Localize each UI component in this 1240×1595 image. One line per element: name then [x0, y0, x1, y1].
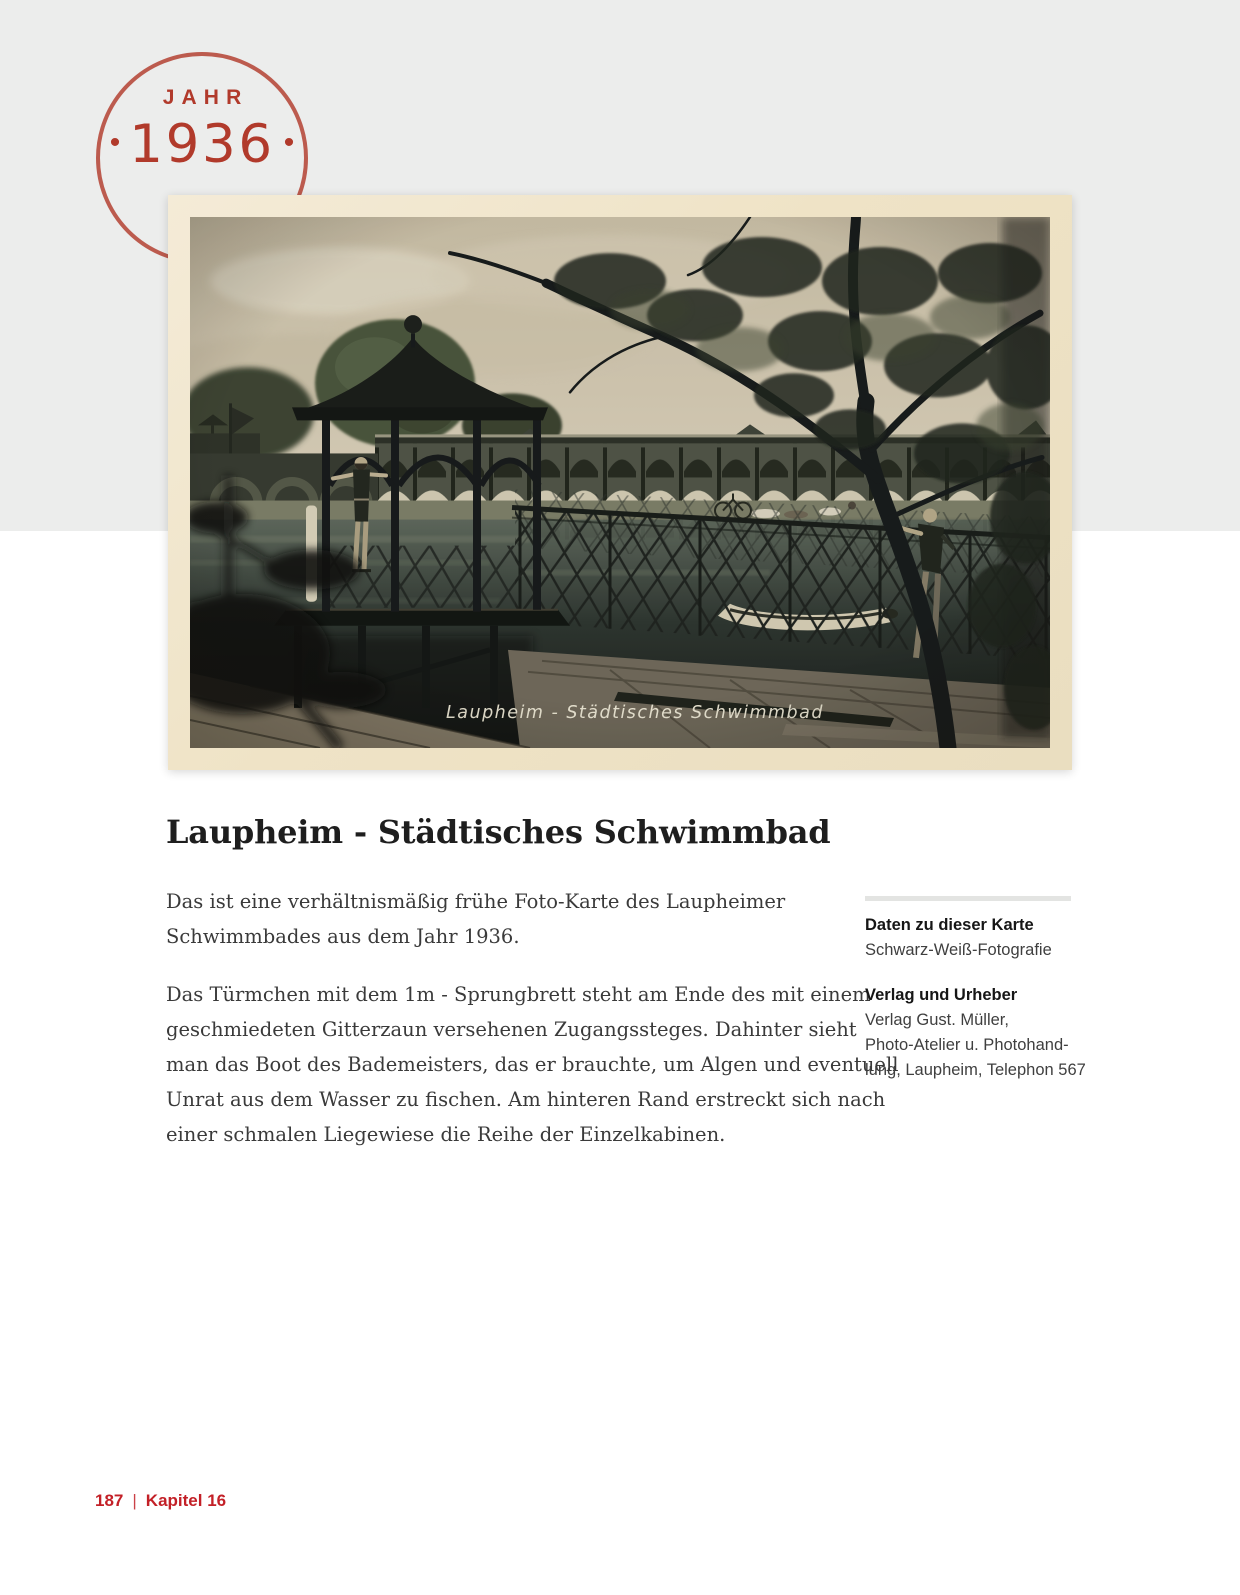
badge-year: [109, 114, 295, 175]
sidebar-rule: [865, 896, 1071, 901]
page-title: Laupheim - Städtisches Schwimmbad: [166, 813, 831, 851]
postcard: [168, 195, 1072, 770]
sidebar-block-text: Verlag Gust. Müller, Photo-Atelier u. Photohand- lung, Laupheim, Telephon 567: [865, 1011, 1086, 1079]
sidebar: [865, 896, 1086, 1083]
sidebar-block-text: Schwarz-Weiß-Fotografie: [865, 941, 1052, 959]
page-number: 187: [95, 1491, 124, 1510]
paragraph-2: Das Türmchen mit dem 1m - Sprungbrett steht am Ende des mit einem geschmiedeten Gitterzaun versehenen Zugangssteges. Dahinter sieht man das Boot des Bademeisters, das er brauchte, um Algen und eventuell Unrat aus dem Wasser zu fischen. Am hinteren Rand erstreckt sich nach einer schmalen Liegewiese die Reihe der Einzelkabinen.: [166, 983, 899, 1146]
sidebar-block-publisher: [865, 983, 1086, 1083]
footer-separator: |: [132, 1491, 137, 1510]
badge-label: JAHR: [162, 86, 249, 109]
sepia-tint: [190, 217, 1050, 748]
chapter-label: Kapitel 16: [145, 1491, 227, 1510]
postcard-photo: [190, 217, 1050, 748]
badge-left-dot: •: [109, 125, 121, 159]
page-footer: [95, 1491, 226, 1511]
badge-year-number: 1936: [129, 114, 275, 175]
swimming-pool-photo: [190, 217, 1050, 748]
sidebar-block-title: Daten zu dieser Karte: [865, 916, 1034, 934]
article: [166, 812, 899, 1152]
badge-right-dot: •: [283, 125, 295, 159]
sidebar-block-title: Verlag und Urheber: [865, 986, 1018, 1004]
sidebar-block-card-data: [865, 913, 1071, 963]
paragraph-1: Das ist eine verhältnismäßig frühe Foto-Karte des Laupheimer Schwimmbades aus dem Jahr 1936.: [166, 890, 786, 948]
